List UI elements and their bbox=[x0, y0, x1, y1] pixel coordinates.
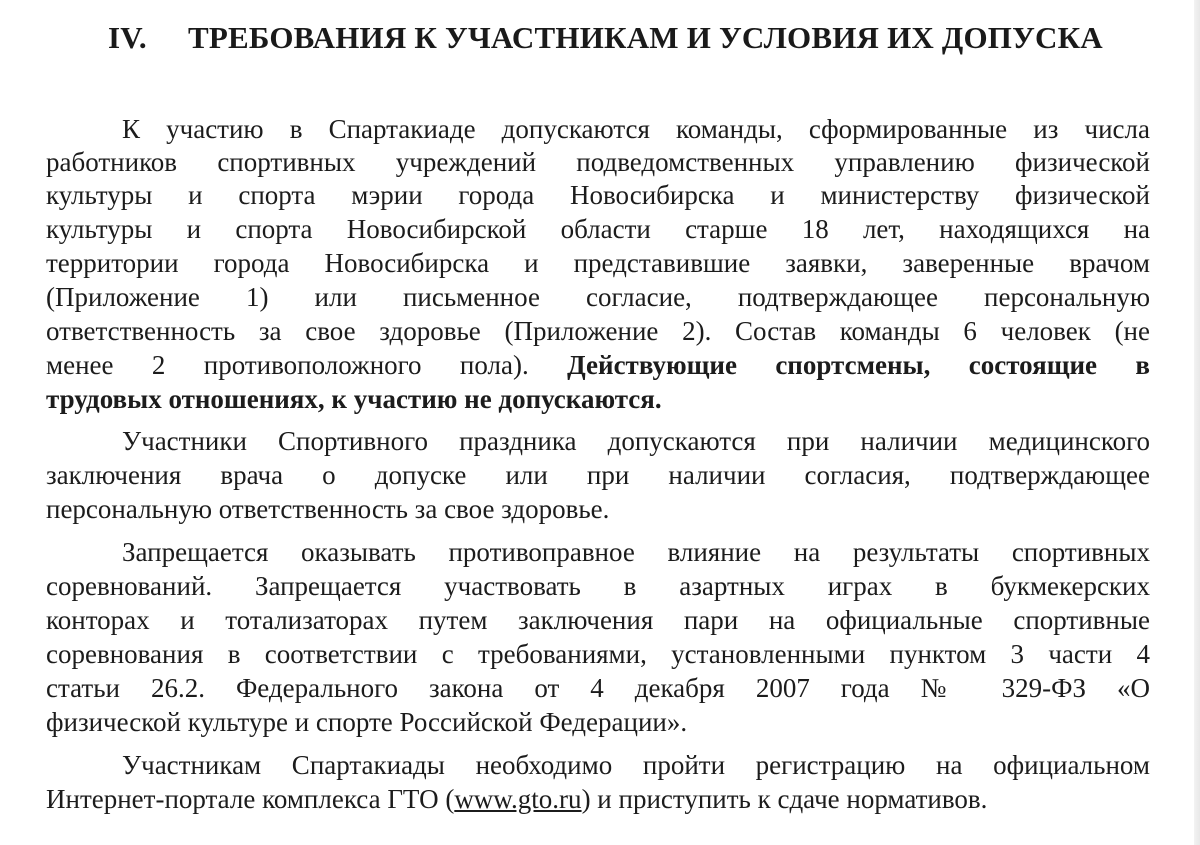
paragraph1-line4: культуры и спорта Новосибирской области старше 18 лет, находящихся на bbox=[46, 214, 1150, 244]
paragraph1-line2: работников спортивных учреждений подведомственных управлению физической bbox=[46, 147, 1150, 177]
paragraph1-line8 bbox=[46, 348, 1150, 382]
paragraph1-line8-plain: менее 2 противоположного пола). bbox=[46, 350, 529, 380]
paragraph1-line3: культуры и спорта мэрии города Новосибирска и министерству физической bbox=[46, 180, 1150, 210]
paragraph4-line2-before: Интернет-портале комплекса ГТО ( bbox=[46, 784, 455, 814]
scan-edge bbox=[1194, 0, 1200, 845]
section-heading bbox=[108, 20, 1118, 76]
section-title: ТРЕБОВАНИЯ К УЧАСТНИКАМ И УСЛОВИЯ ИХ ДОПУСКА bbox=[188, 20, 1103, 55]
paragraph4-line2 bbox=[46, 782, 1150, 816]
paragraph3-line6: физической культуре и спорте Российской Федерации». bbox=[46, 707, 688, 737]
paragraph3-line5: статьи 26.2. Федерального закона от 4 декабря 2007 года № 329-ФЗ «О bbox=[46, 673, 1150, 703]
paragraph2-line1: Участники Спортивного праздника допускаются при наличии медицинского bbox=[122, 426, 1150, 456]
paragraph3-line1: Запрещается оказывать противоправное влияние на результаты спортивных bbox=[122, 537, 1150, 567]
paragraph3-line4: соревнования в соответствии с требованиями, установленными пунктом 3 части 4 bbox=[46, 639, 1150, 669]
paragraph4-line2-after: ) и приступить к сдаче нормативов. bbox=[581, 784, 988, 814]
paragraph1-line6: (Приложение 1) или письменное согласие, подтверждающее персональную bbox=[46, 282, 1150, 312]
paragraph2-line3: персональную ответственность за свое здоровье. bbox=[46, 494, 610, 524]
paragraph1-line5: территории города Новосибирска и представившие заявки, заверенные врачом bbox=[46, 248, 1150, 278]
paragraph1-line1: К участию в Спартакиаде допускаются команды, сформированные из числа bbox=[122, 114, 1150, 144]
paragraph2-line2: заключения врача о допуске или при наличии согласия, подтверждающее bbox=[46, 460, 1150, 490]
gto-website-link[interactable]: www.gto.ru bbox=[454, 784, 582, 814]
paragraph1-line8-bold: Действующие спортсмены, состоящие в bbox=[567, 350, 1151, 380]
paragraph3-line3: конторах и тотализаторах путем заключения пари на официальные спортивные bbox=[46, 605, 1150, 635]
section-number: IV. bbox=[108, 20, 147, 55]
paragraph1-line9: трудовых отношениях, к участию не допускаются. bbox=[46, 384, 662, 414]
paragraph3-line2: соревнований. Запрещается участвовать в азартных играх в букмекерских bbox=[46, 571, 1150, 601]
paragraph1-line7: ответственность за свое здоровье (Приложение 2). Состав команды 6 человек (не bbox=[46, 316, 1150, 346]
paragraph4-line1: Участникам Спартакиады необходимо пройти регистрацию на официальном bbox=[122, 750, 1150, 780]
